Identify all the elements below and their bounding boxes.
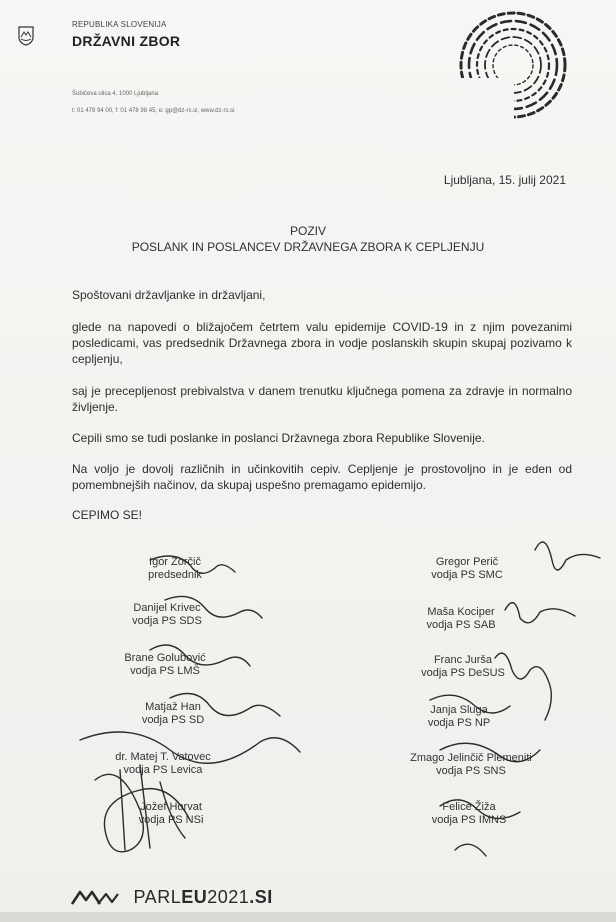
signatory-role: vodja PS NP bbox=[427, 717, 491, 729]
signatory-right-4 bbox=[374, 704, 544, 730]
signatory-role: vodja PS NSi bbox=[138, 814, 204, 826]
signatory-name: Janja Sluga bbox=[430, 704, 488, 716]
signatory-role: vodja PS SMC bbox=[431, 569, 503, 581]
signatory-role: vodja PS SAB bbox=[426, 619, 496, 631]
signatory-left-3 bbox=[80, 652, 250, 678]
organization-country: REPUBLIKA SLOVENIJA bbox=[72, 20, 167, 29]
signatory-name: Franc Jurša bbox=[433, 654, 493, 666]
signatory-role: vodja PS Levica bbox=[123, 764, 203, 776]
letter-subtitle: POSLANK IN POSLANCEV DRŽAVNEGA ZBORA K CEPLJENJU bbox=[131, 240, 485, 254]
signatory-right-3 bbox=[378, 654, 548, 680]
paragraph-4: Na voljo je dovolj različnih in učinkovitih cepiv. Cepljenje je prostovoljno in je eden od pomembnejših načinov, da skupaj uspešno premagamo epidemijo. bbox=[72, 462, 572, 492]
parleu-wave-icon bbox=[70, 890, 124, 906]
signatory-role: predsednik bbox=[148, 569, 202, 581]
call-to-action: CEPIMO SE! bbox=[72, 508, 143, 522]
signatory-role: vodja PS DeSUS bbox=[421, 667, 505, 679]
signatory-name: Igor Zorčič bbox=[149, 556, 201, 568]
signatory-name: Jožef Horvat bbox=[140, 801, 202, 813]
footer-brand-tld: .SI bbox=[249, 887, 273, 907]
signatory-left-5 bbox=[78, 751, 248, 777]
signatory-name: dr. Matej T. Vatovec bbox=[115, 751, 211, 763]
footer-brand bbox=[70, 887, 273, 908]
signatory-name: Brane Golubović bbox=[124, 652, 206, 664]
signatory-left-2 bbox=[82, 602, 252, 628]
signatory-name: Maša Kociper bbox=[427, 606, 495, 618]
signatory-name: Gregor Perič bbox=[435, 556, 499, 568]
contact-line: t: 01 478 94 00, f: 01 478 98 45, e: gp@dz-rs.si, www.dz-rs.si bbox=[72, 108, 235, 114]
signatory-role: vodja PS IMNS bbox=[431, 814, 507, 826]
letter-date: Ljubljana, 15. julij 2021 bbox=[443, 173, 566, 187]
paragraph-1: glede na napovedi o bližajočem četrtem valu epidemije COVID-19 in z njim povezanimi posledicami, vas predsednik Državnega zbora in vodje poslanskih skupin skupaj pozivamo k cepljenju, bbox=[72, 320, 572, 366]
signatory-role: vodja PS SD bbox=[141, 714, 205, 726]
signatory-name: Danijel Krivec bbox=[133, 602, 201, 614]
signatory-name: Matjaž Han bbox=[145, 701, 201, 713]
signatory-right-6 bbox=[384, 801, 554, 827]
signatory-name: Zmago Jelinčič Plemeniti bbox=[410, 752, 532, 764]
signatory-name: Felice Žiža bbox=[442, 801, 496, 813]
signatory-left-4 bbox=[88, 701, 258, 727]
signatory-right-1 bbox=[382, 556, 552, 582]
address-line: Šubičeva ulica 4, 1000 Ljubljana bbox=[72, 91, 159, 97]
parliament-circle-logo bbox=[454, 6, 572, 124]
page-bottom-edge bbox=[0, 912, 616, 922]
signatory-left-1 bbox=[90, 556, 260, 582]
paragraph-3: Cepili smo se tudi poslanke in poslanci Državnega zbora Republike Slovenije. bbox=[72, 431, 485, 445]
letter-title: POZIV bbox=[289, 224, 326, 238]
signatory-role: vodja PS SDS bbox=[132, 615, 202, 627]
coat-of-arms-icon bbox=[18, 26, 34, 46]
signatory-role: vodja PS LMŠ bbox=[130, 665, 200, 677]
footer-brand-main: EU bbox=[181, 887, 208, 907]
paragraph-2: saj je precepljenost prebivalstva v danem trenutku ključnega pomena za zdravje in normalno življenje. bbox=[72, 384, 572, 414]
signatory-right-2 bbox=[376, 606, 546, 632]
footer-brand-year: 2021 bbox=[207, 887, 250, 907]
signatory-left-6 bbox=[86, 801, 256, 827]
signatory-role: vodja PS SNS bbox=[436, 765, 506, 777]
footer-brand-prefix: PARL bbox=[133, 887, 182, 907]
signatory-right-5 bbox=[386, 752, 556, 778]
greeting: Spoštovani državljanke in državljani, bbox=[72, 288, 266, 302]
organization-name: DRŽAVNI ZBOR bbox=[72, 33, 181, 49]
